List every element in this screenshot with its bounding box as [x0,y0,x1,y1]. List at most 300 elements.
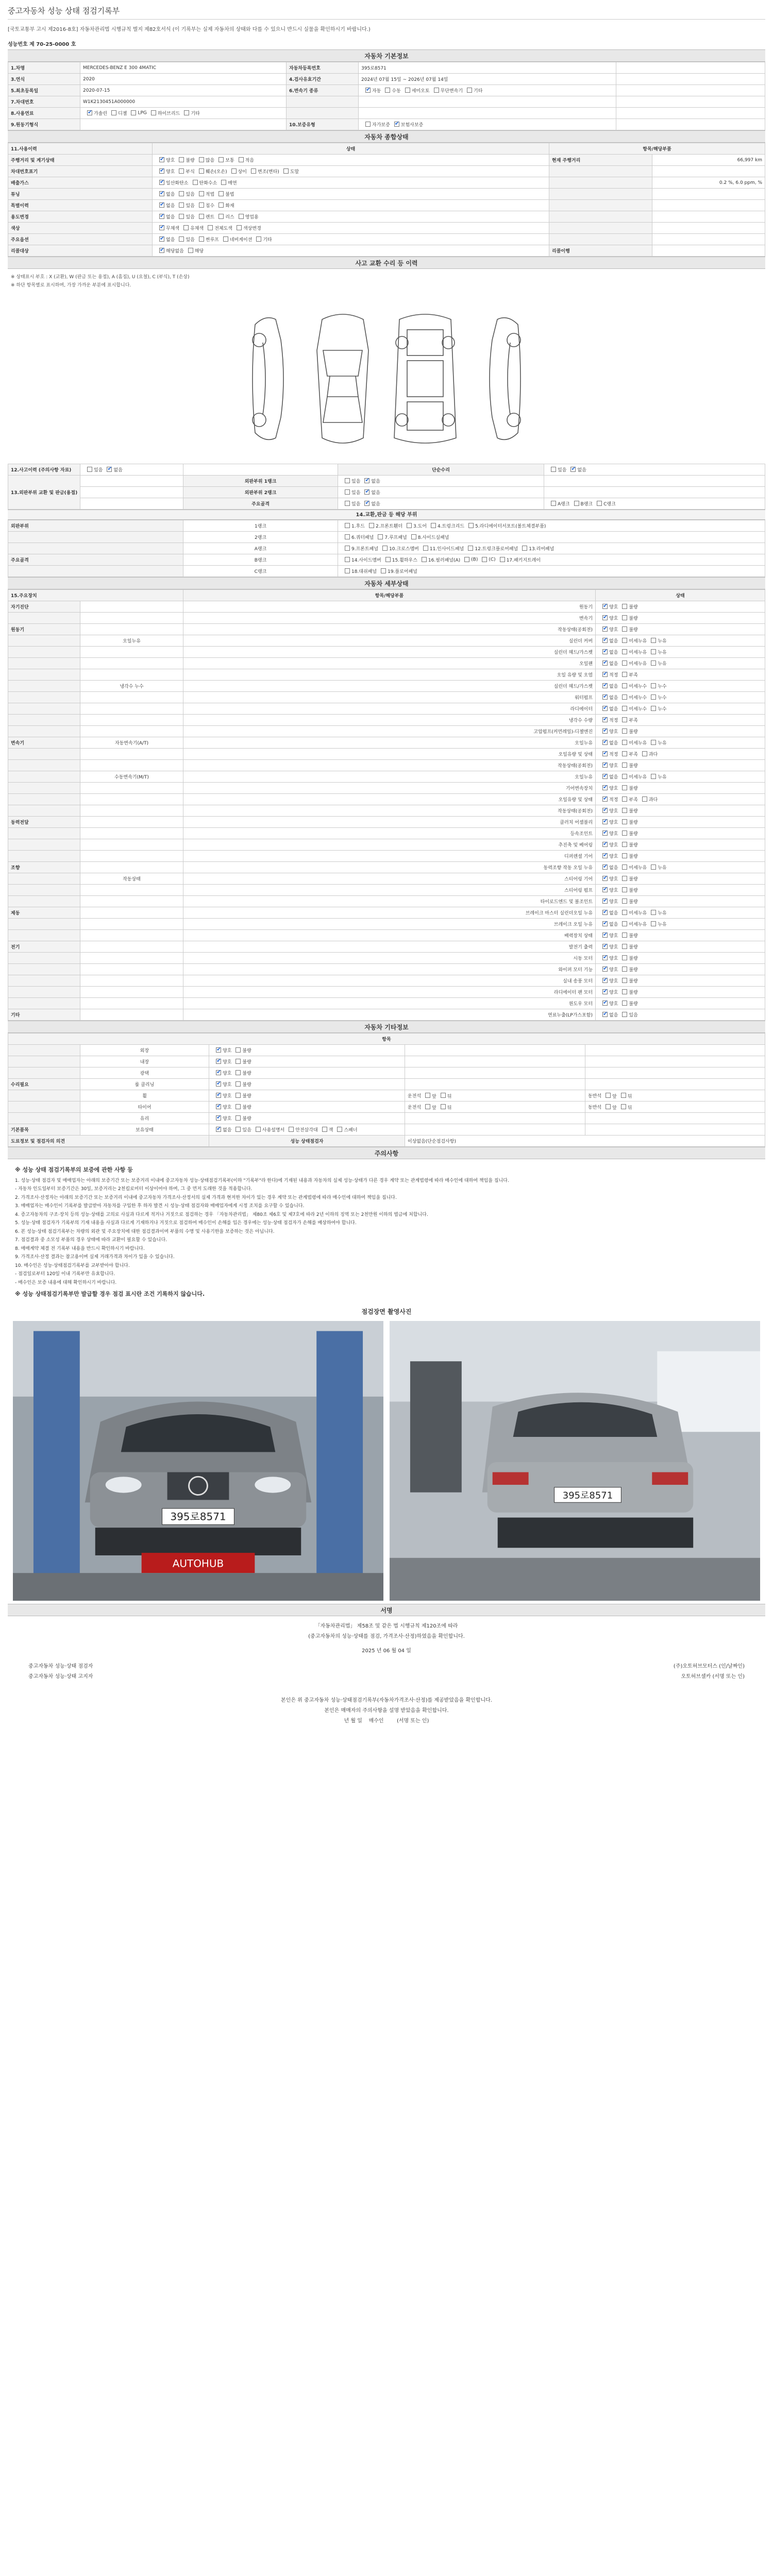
checkbox[interactable] [602,910,608,915]
checkbox[interactable] [236,1093,241,1098]
checkbox[interactable] [622,921,627,926]
checkbox[interactable] [651,865,656,870]
checkbox[interactable] [622,978,627,983]
checkbox[interactable] [622,808,627,813]
checkbox[interactable] [602,649,608,654]
checkbox[interactable] [602,638,608,643]
sign-date: 2025 년 06 월 04 일 [362,1648,411,1654]
checkbox[interactable] [405,88,410,93]
checkbox[interactable] [223,236,228,242]
checkbox[interactable] [337,1127,342,1132]
checkbox-label: 5.라디에이터서포트(볼트체결부품) [475,524,546,529]
checkbox[interactable] [482,557,487,562]
detail-sub [80,726,183,737]
checkbox[interactable] [199,157,204,162]
spacer [80,487,183,498]
checkbox[interactable] [345,534,350,539]
checkbox[interactable] [216,1070,221,1075]
checkbox[interactable] [256,1127,261,1132]
checkbox[interactable] [236,1127,241,1132]
checkbox[interactable] [394,122,399,127]
checkbox[interactable] [651,683,656,688]
section-detail-title: 자동차 세부상태 [8,577,765,589]
detail-row [8,987,765,998]
checkbox-label: 렌트 [205,215,215,220]
simple-repair-label: 단순수리 [338,464,544,476]
rank-frame [544,498,765,510]
checkbox[interactable] [199,236,204,242]
checkbox-label: 불량 [629,730,638,735]
checkbox[interactable] [622,683,627,688]
detail-group [8,805,80,817]
checkbox[interactable] [622,717,627,722]
checkbox[interactable] [602,660,608,666]
basic-row [8,96,765,108]
checkbox[interactable] [602,989,608,994]
parts-rank: A랭크 [183,543,338,554]
checkbox[interactable] [622,1001,627,1006]
checkbox[interactable] [602,899,608,904]
checkbox[interactable] [425,1093,430,1098]
checkbox[interactable] [602,751,608,756]
checkbox[interactable] [602,865,608,870]
checkbox[interactable] [642,751,647,756]
checkbox[interactable] [622,672,627,677]
checkbox[interactable] [622,865,627,870]
checkbox[interactable] [622,751,627,756]
checkbox[interactable] [602,933,608,938]
checkbox[interactable] [179,191,184,196]
checkbox[interactable] [602,853,608,858]
checkbox[interactable] [602,785,608,790]
checkbox[interactable] [159,180,164,185]
checkbox-label: 뒤 [447,1105,452,1111]
checkbox[interactable] [602,921,608,926]
checkbox[interactable] [364,478,369,483]
checkbox[interactable] [345,523,350,528]
checkbox[interactable] [236,1047,241,1053]
checkbox-label: 불량 [629,854,638,859]
parts-group [8,532,183,543]
checkbox[interactable] [159,236,164,242]
status-value [652,166,765,177]
checkbox[interactable] [622,910,627,915]
other-pos-2 [585,1045,765,1056]
checkbox[interactable] [179,236,184,242]
checkbox[interactable] [407,523,412,528]
checkbox[interactable] [345,546,350,551]
checkbox-label: 있음 [558,468,567,473]
detail-group [8,851,80,862]
buyer-date: 년 월 일 [344,1718,362,1724]
other-pos-1 [405,1067,585,1079]
checkbox[interactable] [219,202,224,208]
status-row [8,166,765,177]
accident-options [80,464,183,476]
checkbox-label: 디젤 [118,111,127,116]
checkbox[interactable] [219,157,224,162]
checkbox[interactable] [87,110,92,115]
checkbox[interactable] [159,214,164,219]
checkbox-label: 미세누유 [629,639,647,644]
checkbox[interactable] [467,88,472,93]
checkbox[interactable] [179,214,184,219]
checkbox[interactable] [464,557,469,562]
checkbox[interactable] [602,672,608,677]
detail-group: 변속기 [8,737,80,749]
buyer-sign-line [8,1716,765,1726]
checkbox[interactable] [345,557,350,562]
checkbox[interactable] [602,876,608,881]
note-line: - 매수인은 보증 내용에 대해 확인하시기 바랍니다. [15,1280,117,1285]
detail-options [596,862,765,873]
checkbox-label: 적음 [245,158,254,163]
checkbox[interactable] [622,853,627,858]
checkbox-label: 양호 [609,730,618,735]
checkbox[interactable] [602,967,608,972]
checkbox[interactable] [602,955,608,960]
checkbox[interactable] [602,774,608,779]
checkbox[interactable] [621,1093,626,1098]
checkbox[interactable] [602,1001,608,1006]
checkbox[interactable] [622,831,627,836]
checkbox[interactable] [622,740,627,745]
checkbox[interactable] [602,728,608,734]
checkbox[interactable] [365,122,371,127]
checkbox[interactable] [622,796,627,802]
checkbox[interactable] [651,649,656,654]
checkbox[interactable] [385,557,391,562]
checkbox[interactable] [208,225,213,230]
checkbox[interactable] [236,1104,241,1109]
checkbox-label: 없음 [609,922,618,927]
checkbox[interactable] [622,1012,627,1017]
rank-label: 외판부위 2랭크 [183,487,338,498]
checkbox[interactable] [602,887,608,892]
checkbox[interactable] [365,88,371,93]
checkbox[interactable] [602,604,608,609]
checkbox[interactable] [602,717,608,722]
checkbox[interactable] [179,157,184,162]
checkbox[interactable] [422,557,427,562]
checkbox[interactable] [131,110,136,115]
detail-item: 윈도우 모터 [183,998,596,1009]
checkbox-label: 없음 [166,215,175,220]
checkbox[interactable] [602,831,608,836]
checkbox[interactable] [283,168,289,174]
checkbox-label: 불법 [225,192,234,197]
buyer-sign-label: (서명 또는 인) [397,1718,429,1724]
status-label: 주요옵션 [8,234,153,245]
checkbox-label: 양호 [166,170,175,175]
checkbox[interactable] [441,1104,446,1109]
detail-sub [80,613,183,624]
checkbox[interactable] [107,467,112,472]
checkbox[interactable] [159,191,164,196]
checkbox-label: 뒤 [627,1094,632,1099]
checkbox[interactable] [622,774,627,779]
checkbox[interactable] [159,202,164,208]
checkbox[interactable] [251,168,256,174]
checkbox[interactable] [622,660,627,666]
checkbox-label: 수동 [392,89,401,94]
detail-row [8,601,765,613]
checkbox[interactable] [570,467,576,472]
checkbox[interactable] [602,694,608,700]
checkbox-label: 12.트렁크플로어패널 [475,547,518,552]
checkbox[interactable] [574,501,579,506]
checkbox[interactable] [425,1104,430,1109]
detail-options [596,783,765,794]
checkbox[interactable] [651,740,656,745]
checkbox[interactable] [622,876,627,881]
checkbox[interactable] [441,1093,446,1098]
checkbox-label: 미세누수 [629,684,647,689]
checkbox[interactable] [468,546,473,551]
status-note [549,189,652,200]
car-damage-diagram [8,294,765,464]
checkbox-label: 18.대쉬패널 [351,569,377,574]
checkbox[interactable] [423,546,428,551]
checkbox[interactable] [622,706,627,711]
checkbox[interactable] [651,694,656,700]
checkbox[interactable] [364,489,369,495]
checkbox[interactable] [602,626,608,632]
detail-item: 오일유량 및 상태 [183,794,596,805]
checkbox[interactable] [216,1047,221,1053]
checkbox[interactable] [651,774,656,779]
checkbox[interactable] [151,110,156,115]
checkbox-label: 하이브리드 [157,111,180,116]
checkbox[interactable] [622,626,627,632]
detail-row [8,964,765,975]
checkbox-label: 일산화탄소 [166,181,189,186]
checkbox[interactable] [216,1093,221,1098]
checkbox-label: 없음 [371,479,380,484]
detail-sub [80,907,183,919]
checkbox[interactable] [468,523,474,528]
checkbox[interactable] [345,478,350,483]
checkbox[interactable] [602,978,608,983]
checkbox[interactable] [651,638,656,643]
checkbox[interactable] [216,1081,221,1087]
checkbox[interactable] [216,1104,221,1109]
checkbox[interactable] [183,225,189,230]
checkbox[interactable] [381,568,386,573]
checkbox[interactable] [602,796,608,802]
checkbox[interactable] [239,157,244,162]
checkbox-label: 미세누유 [629,911,647,916]
status-note: 리콜이행 [549,245,652,257]
checkbox[interactable] [221,180,226,185]
checkbox[interactable] [289,1127,294,1132]
checkbox[interactable] [597,501,602,506]
checkbox[interactable] [622,694,627,700]
checkbox[interactable] [179,202,184,208]
checkbox[interactable] [651,660,656,666]
checkbox[interactable] [193,180,198,185]
checkbox[interactable] [622,762,627,768]
checkbox[interactable] [602,944,608,949]
other-label: 외장 [80,1045,209,1056]
checkbox-label: 불량 [629,888,638,893]
checkbox[interactable] [622,899,627,904]
checkbox[interactable] [651,706,656,711]
basic-value: 395로8571 [359,62,616,74]
checkbox[interactable] [159,225,164,230]
checkbox[interactable] [236,1081,241,1087]
checkbox[interactable] [602,706,608,711]
checkbox[interactable] [239,214,244,219]
rank-row [8,476,765,487]
checkbox[interactable] [159,168,164,174]
checkbox[interactable] [622,615,627,620]
checkbox[interactable] [602,740,608,745]
detail-options [596,635,765,647]
checkbox[interactable] [602,762,608,768]
detail-item: 고압펌프(커먼레일)-디젤엔진 [183,726,596,737]
detail-sub [80,783,183,794]
checkbox[interactable] [256,236,261,242]
checkbox-label: 불량 [629,616,638,621]
checkbox-label: A랭크 [558,502,570,507]
checkbox[interactable] [622,989,627,994]
checkbox-label: 과다 [648,752,658,757]
checkbox[interactable] [159,248,164,253]
checkbox[interactable] [216,1115,221,1121]
checkbox[interactable] [622,842,627,847]
checkbox[interactable] [184,110,189,115]
checkbox[interactable] [219,191,224,196]
checkbox[interactable] [188,248,193,253]
checkbox[interactable] [431,523,436,528]
checkbox[interactable] [622,604,627,609]
checkbox[interactable] [236,1115,241,1121]
detail-options [596,805,765,817]
checkbox-label: 없음 [609,696,618,701]
detail-row [8,669,765,681]
checkbox-label: 썬루프 [205,238,219,243]
detail-group [8,873,80,885]
checkbox[interactable] [651,921,656,926]
detail-item: 원동기 [183,601,596,613]
checkbox[interactable] [606,1093,611,1098]
checkbox[interactable] [622,728,627,734]
checkbox[interactable] [602,808,608,813]
checkbox[interactable] [434,88,439,93]
checkbox[interactable] [345,568,350,573]
checkbox[interactable] [551,501,556,506]
checkbox[interactable] [364,501,369,506]
checkbox[interactable] [199,214,204,219]
checkbox[interactable] [622,649,627,654]
checkbox[interactable] [237,225,242,230]
checkbox[interactable] [385,88,390,93]
checkbox[interactable] [216,1059,221,1064]
checkbox-label: 있음 [186,215,195,220]
status-row [8,177,765,189]
checkbox[interactable] [199,168,204,174]
note-line: 10. 매수인은 성능·상태점검기록부를 교부받아야 합니다. [15,1263,130,1268]
checkbox[interactable] [602,683,608,688]
checkbox[interactable] [602,842,608,847]
checkbox[interactable] [219,214,224,219]
detail-options [596,669,765,681]
checkbox[interactable] [622,955,627,960]
checkbox[interactable] [111,110,116,115]
checkbox[interactable] [522,546,527,551]
checkbox[interactable] [622,785,627,790]
checkbox[interactable] [322,1127,327,1132]
checkbox-label: 부족 [629,798,638,803]
checkbox[interactable] [622,944,627,949]
checkbox[interactable] [199,202,204,208]
detail-sub [80,941,183,953]
checkbox[interactable] [236,1059,241,1064]
detail-group [8,715,80,726]
basic-value [359,119,616,130]
checkbox[interactable] [345,501,350,506]
checkbox[interactable] [551,467,556,472]
checkbox[interactable] [602,1012,608,1017]
checkbox[interactable] [622,933,627,938]
other-row [8,1079,765,1090]
rank-row [8,498,765,510]
other-group [8,1101,80,1113]
basic-label: 10.보증유형 [287,119,359,130]
checkbox[interactable] [231,168,237,174]
checkbox-label: 없음 [609,911,618,916]
checkbox[interactable] [622,819,627,824]
basic-value: 2020 [80,74,287,85]
checkbox[interactable] [622,967,627,972]
checkbox[interactable] [500,557,505,562]
checkbox[interactable] [236,1070,241,1075]
checkbox[interactable] [602,615,608,620]
checkbox[interactable] [179,168,184,174]
other-label: 광택 [80,1067,209,1079]
detail-sub [80,647,183,658]
detail-options [596,930,765,941]
checkbox[interactable] [602,819,608,824]
detail-options [596,715,765,726]
checkbox[interactable] [622,638,627,643]
checkbox[interactable] [411,534,416,539]
checkbox[interactable] [199,191,204,196]
checkbox[interactable] [651,910,656,915]
detail-item: 변속기 [183,613,596,624]
checkbox-label: 있음 [351,490,361,496]
checkbox-label: 없음 [577,468,586,473]
checkbox-label: 부족 [629,673,638,678]
checkbox[interactable] [621,1104,626,1109]
checkbox[interactable] [369,523,374,528]
checkbox[interactable] [622,887,627,892]
status-label: 주행거리 및 계기상태 [8,155,153,166]
parts-row [8,532,765,543]
note-line: 3. 매매업자는 매수인이 기록부를 발급받아 자동차를 구입한 후 하자 발견 시 성능·상태 점검자와 매매업자에게 시정 조치를 요구할 수 있습니다. [15,1204,305,1209]
checkbox[interactable] [345,489,350,495]
checkbox[interactable] [87,467,92,472]
detail-sub [80,828,183,839]
checkbox[interactable] [642,796,647,802]
checkbox[interactable] [378,534,383,539]
checkbox[interactable] [159,157,164,162]
checkbox[interactable] [606,1104,611,1109]
checkbox[interactable] [216,1127,221,1132]
checkbox-label: 양호 [609,877,618,882]
checkbox[interactable] [382,546,388,551]
